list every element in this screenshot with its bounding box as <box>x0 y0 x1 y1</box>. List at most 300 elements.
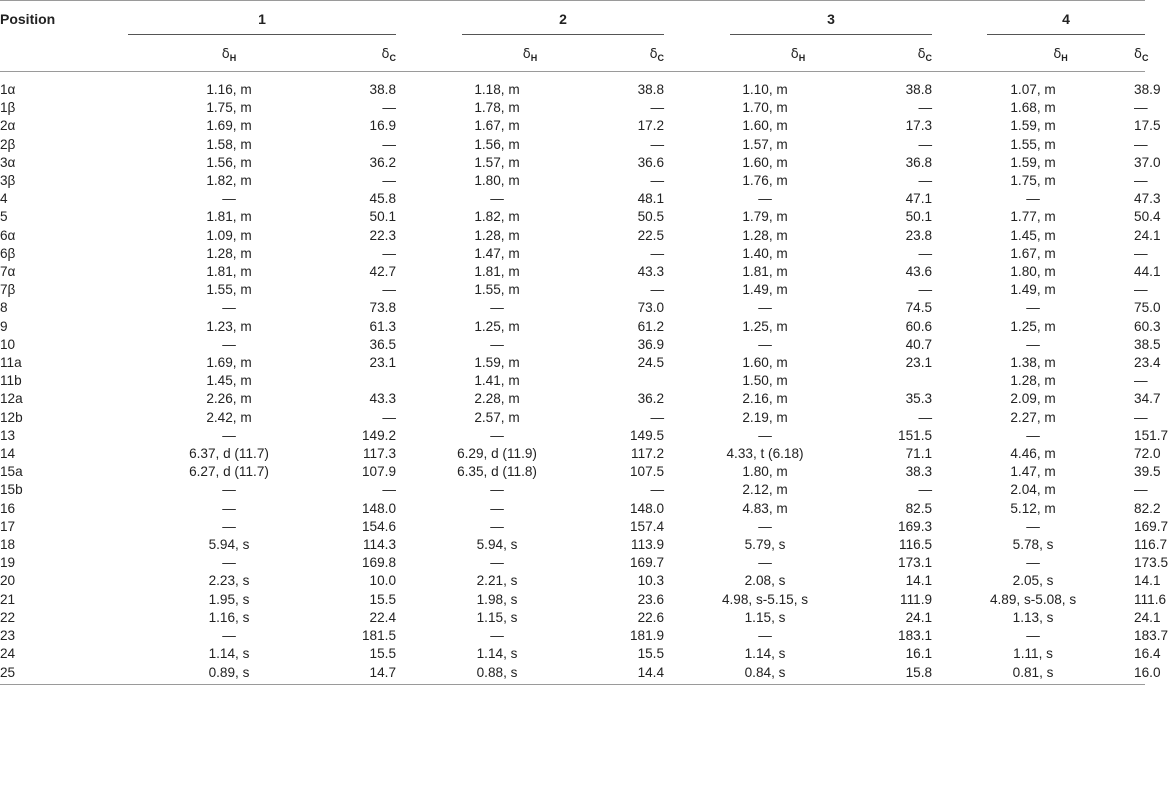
delta-c-cell: 10.0 <box>369 573 397 589</box>
delta-h-cell: 1.55, m <box>206 282 252 298</box>
delta-c-cell: — <box>918 100 933 116</box>
delta-c-cell: 151.5 <box>898 427 933 443</box>
delta-c-cell: 38.3 <box>905 464 933 480</box>
delta-c-cell: — <box>650 245 665 261</box>
delta-h-cell: 1.38, m <box>1010 355 1056 371</box>
delta-c-cell: 36.5 <box>369 336 397 352</box>
delta-c-cell: 40.7 <box>905 336 933 352</box>
table-row <box>0 336 1145 354</box>
delta-c-cell: 151.7 <box>1134 427 1168 443</box>
delta-c-cell: 113.9 <box>631 537 665 553</box>
position-cell: 14 <box>0 446 16 462</box>
delta-c-cell: — <box>650 409 665 425</box>
delta-h-cell: 1.77, m <box>1010 209 1056 225</box>
position-cell: 15b <box>0 482 23 498</box>
delta-c-cell: 148.0 <box>630 500 665 516</box>
delta-h-cell: 1.07, m <box>1010 82 1056 97</box>
position-cell: 23 <box>0 628 16 644</box>
delta-c-cell: 23.6 <box>637 591 665 607</box>
delta-c-cell: — <box>650 482 665 498</box>
delta-h-cell: 1.25, m <box>742 318 788 334</box>
delta-c-cell: 22.6 <box>637 609 665 625</box>
delta-h-cell: — <box>490 300 504 316</box>
delta-c-cell: 17.5 <box>1134 118 1161 134</box>
delta-h-cell: — <box>490 555 504 571</box>
delta-c-cell: 111.6 <box>1134 591 1167 607</box>
position-cell: 3α <box>0 154 16 170</box>
delta-h-cell: — <box>490 336 504 352</box>
delta-c-cell: 107.5 <box>630 464 665 480</box>
delta-c-cell: 15.5 <box>369 591 397 607</box>
delta-c-cell: — <box>1134 100 1148 116</box>
position-cell: 8 <box>0 300 8 316</box>
delta-h-cell: — <box>490 191 504 207</box>
delta-c-cell: 149.5 <box>630 427 665 443</box>
position-cell: 12a <box>0 391 23 407</box>
delta-c-cell: — <box>918 173 933 189</box>
table-row <box>0 609 1145 627</box>
delta-h-cell: — <box>222 518 236 534</box>
delta-h-cell: 1.69, m <box>206 118 252 134</box>
delta-c-cell: 23.1 <box>369 355 397 371</box>
table-row <box>0 518 1145 536</box>
delta-c-cell: 38.8 <box>369 82 397 97</box>
delta-h-cell: 1.80, m <box>1010 264 1056 280</box>
compound-header-1: 1 <box>128 1 396 38</box>
delta-c-cell: 36.8 <box>905 154 933 170</box>
delta-c-cell: 15.5 <box>637 646 665 662</box>
delta-h-cell: 1.15, s <box>476 609 518 625</box>
delta-h-cell: 5.94, s <box>208 537 250 553</box>
delta-h-cell: 2.21, s <box>476 573 518 589</box>
delta-c-cell: 149.2 <box>361 427 397 443</box>
delta-c-cell: 14.7 <box>330 664 396 685</box>
delta-c-cell: 42.7 <box>369 264 397 280</box>
delta-c-cell: — <box>918 282 933 298</box>
delta-h-cell: 1.28, m <box>1010 373 1056 389</box>
delta-c-cell: 173.1 <box>898 555 933 571</box>
delta-c-cell: — <box>382 100 397 116</box>
delta-h-cell: 4.33, t (6.18) <box>726 446 804 462</box>
delta-h-cell: 2.08, s <box>744 573 786 589</box>
delta-c-cell: 14.1 <box>905 573 933 589</box>
delta-h-cell: 2.04, m <box>1010 482 1056 498</box>
delta-c-cell: 154.6 <box>361 518 397 534</box>
table-row <box>0 627 1145 645</box>
delta-h-cell: — <box>758 555 772 571</box>
table-row <box>0 263 1145 281</box>
delta-h-header: $\delta_H$ <box>128 37 330 72</box>
header-row-nuclei <box>0 37 1145 72</box>
delta-c-cell: — <box>650 136 665 152</box>
delta-h-cell: 1.70, m <box>742 100 788 116</box>
delta-h-cell: 5.12, m <box>1010 500 1056 516</box>
table-row <box>0 500 1145 518</box>
delta-h-cell: 4.98, s-5.15, s <box>721 591 809 607</box>
table-row <box>0 299 1145 317</box>
delta-h-cell: — <box>1026 336 1040 352</box>
delta-c-cell: 181.5 <box>361 628 397 644</box>
delta-h-cell: 1.81, m <box>206 264 252 280</box>
delta-c-cell: 44.1 <box>1134 264 1161 280</box>
delta-c-cell: 50.1 <box>369 209 397 225</box>
delta-h-cell: 1.18, m <box>474 82 520 97</box>
delta-c-cell: 23.8 <box>905 227 933 243</box>
table-row <box>0 354 1145 372</box>
table-row <box>0 390 1145 408</box>
position-cell: 5 <box>0 209 8 225</box>
delta-h-cell: — <box>758 300 772 316</box>
delta-h-cell: — <box>222 336 236 352</box>
delta-h-cell: 1.47, m <box>1010 464 1056 480</box>
position-cell: 17 <box>0 518 16 534</box>
position-cell: 12b <box>0 409 23 425</box>
delta-c-cell: 43.6 <box>905 264 933 280</box>
compound-header-3: 3 <box>664 1 932 38</box>
delta-h-cell: 1.67, m <box>474 118 520 134</box>
position-cell: 6α <box>0 227 16 243</box>
delta-h-cell: — <box>1026 628 1040 644</box>
delta-h-cell: — <box>222 500 236 516</box>
delta-c-cell: 61.3 <box>369 318 397 334</box>
delta-h-cell: — <box>758 628 772 644</box>
delta-h-cell: 5.79, s <box>744 537 786 553</box>
delta-h-cell: 6.37, d (11.7) <box>189 446 269 462</box>
delta-c-cell: — <box>1134 373 1148 389</box>
delta-h-cell: 1.80, m <box>742 464 788 480</box>
delta-h-cell: 1.81, m <box>206 209 252 225</box>
delta-h-cell: 1.75, m <box>206 100 252 116</box>
delta-c-cell: — <box>918 482 933 498</box>
delta-h-cell: — <box>1026 300 1040 316</box>
position-cell: 15a <box>0 464 23 480</box>
delta-c-cell: — <box>1134 173 1148 189</box>
delta-c-cell: 73.0 <box>637 300 665 316</box>
delta-h-cell: 2.26, m <box>206 391 252 407</box>
delta-c-cell: 17.3 <box>905 118 933 134</box>
delta-h-cell: 1.49, m <box>742 282 788 298</box>
delta-c-cell: 34.7 <box>1134 391 1161 407</box>
delta-h-cell: 1.69, m <box>206 355 252 371</box>
delta-h-cell: 6.35, d (11.8) <box>457 464 537 480</box>
delta-h-cell: 6.27, d (11.7) <box>189 464 269 480</box>
delta-h-cell: 2.28, m <box>474 391 520 407</box>
delta-h-cell: 1.16, m <box>206 82 252 97</box>
table-row <box>0 591 1145 609</box>
delta-h-cell: 1.14, s <box>208 646 250 662</box>
delta-c-cell: — <box>918 409 933 425</box>
delta-c-cell: 50.5 <box>637 209 665 225</box>
delta-c-cell: 38.8 <box>637 82 665 97</box>
delta-h-cell: 1.57, m <box>474 154 520 170</box>
position-cell: 2α <box>0 118 16 134</box>
delta-h-cell: 1.55, m <box>1010 136 1056 152</box>
delta-c-cell: 148.0 <box>361 500 397 516</box>
delta-h-cell: 1.11, s <box>1013 646 1053 662</box>
delta-c-cell: 16.1 <box>905 646 933 662</box>
delta-h-cell: — <box>222 555 236 571</box>
table-row <box>0 445 1145 463</box>
delta-c-header: $\delta_C$ <box>866 37 932 72</box>
delta-c-cell: 24.1 <box>1134 227 1161 243</box>
delta-h-cell: 6.29, d (11.9) <box>457 446 537 462</box>
delta-c-cell: 169.3 <box>898 518 933 534</box>
position-cell: 21 <box>0 591 16 607</box>
position-cell: 4 <box>0 191 8 207</box>
delta-c-cell: — <box>382 409 397 425</box>
table-row <box>0 117 1145 135</box>
delta-h-cell: 5.94, s <box>476 537 518 553</box>
delta-h-cell: 1.09, m <box>206 227 252 243</box>
delta-c-cell: — <box>382 136 397 152</box>
delta-c-cell: 10.3 <box>637 573 665 589</box>
delta-h-cell: 1.58, m <box>206 136 252 152</box>
delta-c-cell: — <box>1134 409 1148 425</box>
delta-h-cell: 1.81, m <box>742 264 788 280</box>
table-row <box>0 572 1145 590</box>
delta-h-cell: 1.81, m <box>474 264 520 280</box>
delta-h-cell: — <box>758 191 772 207</box>
delta-c-cell: 15.8 <box>866 664 932 685</box>
delta-c-cell: 48.1 <box>637 191 665 207</box>
delta-c-cell <box>866 372 932 390</box>
position-cell: 10 <box>0 336 16 352</box>
position-cell: 22 <box>0 609 16 625</box>
delta-h-cell: 2.19, m <box>742 409 788 425</box>
delta-c-cell: 181.9 <box>630 628 665 644</box>
delta-h-cell: 1.56, m <box>474 136 520 152</box>
delta-c-cell: 39.5 <box>1134 464 1161 480</box>
delta-h-cell: — <box>490 427 504 443</box>
delta-c-cell: 16.9 <box>369 118 397 134</box>
delta-c-cell: 61.2 <box>637 318 665 334</box>
delta-h-cell: 2.16, m <box>742 391 788 407</box>
delta-c-cell: — <box>1134 482 1148 498</box>
delta-h-cell: 1.14, s <box>476 646 518 662</box>
delta-c-cell: 117.2 <box>631 446 665 462</box>
delta-c-cell: 75.0 <box>1134 300 1161 316</box>
delta-c-cell: 22.4 <box>369 609 397 625</box>
position-cell: 11a <box>0 355 22 371</box>
delta-c-cell: 24.1 <box>1134 609 1161 625</box>
table-row <box>0 136 1145 154</box>
delta-h-header: $\delta_H$ <box>932 37 1134 72</box>
delta-c-cell: 43.3 <box>637 264 665 280</box>
position-cell: 7β <box>0 282 16 298</box>
delta-c-cell: 117.3 <box>363 446 397 462</box>
table-row <box>0 427 1145 445</box>
delta-c-cell: 47.1 <box>905 191 933 207</box>
position-cell: 25 <box>0 664 128 685</box>
position-cell: 3β <box>0 173 16 189</box>
delta-h-cell: — <box>1026 191 1040 207</box>
delta-h-cell: 1.79, m <box>742 209 788 225</box>
compound-header-2: 2 <box>396 1 664 38</box>
position-cell: 18 <box>0 537 16 553</box>
delta-c-cell: 82.5 <box>905 500 933 516</box>
delta-h-cell: 1.82, m <box>474 209 520 225</box>
delta-h-cell: 1.67, m <box>1010 245 1056 261</box>
delta-c-cell: 114.3 <box>363 537 397 553</box>
position-subheader-blank <box>0 37 128 72</box>
delta-h-cell: 1.50, m <box>742 373 788 389</box>
delta-c-cell: — <box>918 136 933 152</box>
delta-h-cell: 1.23, m <box>206 318 252 334</box>
delta-h-cell: 1.13, s <box>1012 609 1054 625</box>
delta-h-cell: 1.47, m <box>474 245 520 261</box>
delta-c-cell: — <box>382 482 397 498</box>
delta-c-cell: 38.5 <box>1134 336 1161 352</box>
table-body <box>0 72 1168 685</box>
delta-h-cell: 1.40, m <box>742 245 788 261</box>
delta-h-cell: 1.49, m <box>1010 282 1056 298</box>
delta-h-cell: 1.59, m <box>474 355 520 371</box>
table-row <box>0 536 1145 554</box>
delta-h-cell: 1.14, s <box>744 646 786 662</box>
delta-c-header: $\delta_C$ <box>598 37 664 72</box>
compound-header-4: 4 <box>932 1 1145 38</box>
delta-h-cell: 2.12, m <box>742 482 788 498</box>
delta-h-cell: 4.83, m <box>742 500 788 516</box>
table-row <box>0 208 1145 226</box>
delta-h-cell: — <box>1026 518 1040 534</box>
delta-h-header: $\delta_H$ <box>664 37 866 72</box>
delta-c-cell: 16.4 <box>1134 646 1161 662</box>
delta-h-cell: 1.41, m <box>474 373 520 389</box>
delta-c-cell: 116.5 <box>899 537 933 553</box>
delta-h-cell: 1.55, m <box>474 282 520 298</box>
delta-c-cell <box>598 372 664 390</box>
delta-c-cell: — <box>1134 136 1148 152</box>
delta-c-cell: 157.4 <box>630 518 665 534</box>
delta-h-cell: 1.80, m <box>474 173 520 189</box>
delta-c-cell: — <box>1134 282 1148 298</box>
delta-c-cell: 22.3 <box>369 227 397 243</box>
delta-h-cell: 0.81, s <box>932 664 1134 685</box>
delta-h-cell: 1.56, m <box>206 154 252 170</box>
delta-c-cell: — <box>650 282 665 298</box>
delta-h-cell: — <box>758 336 772 352</box>
table-row <box>0 318 1145 336</box>
delta-h-cell: — <box>222 191 236 207</box>
delta-c-cell: — <box>382 173 397 189</box>
delta-h-cell: 1.98, s <box>476 591 518 607</box>
delta-c-cell: — <box>918 245 933 261</box>
delta-c-cell: 36.9 <box>637 336 665 352</box>
delta-h-cell: 1.60, m <box>742 118 788 134</box>
delta-c-cell: 183.7 <box>1134 628 1168 644</box>
delta-h-cell: — <box>490 518 504 534</box>
table-row <box>0 645 1145 663</box>
delta-c-cell: 74.5 <box>905 300 933 316</box>
delta-c-cell: — <box>650 100 665 116</box>
position-cell: 1α <box>0 82 16 97</box>
delta-c-cell: 82.2 <box>1134 500 1161 516</box>
delta-h-cell: 2.23, s <box>208 573 250 589</box>
position-cell: 19 <box>0 555 16 571</box>
delta-h-cell: 1.95, s <box>208 591 250 607</box>
position-cell: 24 <box>0 646 16 662</box>
delta-c-cell: 47.3 <box>1134 191 1161 207</box>
delta-c-cell: 14.4 <box>598 664 664 685</box>
delta-c-cell: 50.1 <box>905 209 933 225</box>
delta-h-cell: — <box>490 482 504 498</box>
delta-c-cell: 111.9 <box>900 591 933 607</box>
delta-c-cell: 72.0 <box>1134 446 1161 462</box>
delta-c-cell: — <box>382 282 397 298</box>
delta-c-cell: 50.4 <box>1134 209 1161 225</box>
delta-c-cell: 38.8 <box>905 82 933 97</box>
delta-c-cell: 14.1 <box>1134 573 1161 589</box>
delta-h-cell: — <box>222 628 236 644</box>
delta-h-cell: 5.78, s <box>1012 537 1054 553</box>
table-row <box>0 154 1145 172</box>
delta-h-cell: 2.05, s <box>1012 573 1054 589</box>
position-cell: 6β <box>0 245 16 261</box>
delta-c-header: $\delta_C$ <box>330 37 396 72</box>
delta-h-cell: 0.89, s <box>128 664 330 685</box>
position-cell: 20 <box>0 573 16 589</box>
delta-c-cell: 36.6 <box>637 154 665 170</box>
delta-c-cell: 169.7 <box>1134 518 1168 534</box>
delta-h-cell: 2.42, m <box>206 409 252 425</box>
delta-h-cell: 2.57, m <box>474 409 520 425</box>
delta-h-cell: 1.16, s <box>208 609 250 625</box>
delta-c-cell: — <box>1134 245 1148 261</box>
delta-h-cell: — <box>758 427 772 443</box>
delta-h-cell: 1.78, m <box>474 100 520 116</box>
delta-h-cell: 4.89, s-5.08, s <box>989 591 1077 607</box>
delta-h-cell: 1.45, m <box>206 373 252 389</box>
table-row <box>0 372 1145 390</box>
table-row <box>0 281 1145 299</box>
delta-h-cell: — <box>222 300 236 316</box>
delta-c-cell: 36.2 <box>637 391 665 407</box>
delta-h-cell: — <box>490 500 504 516</box>
delta-c-cell: — <box>382 245 397 261</box>
position-cell: 11b <box>0 373 22 389</box>
delta-h-cell: 1.15, s <box>744 609 786 625</box>
delta-c-cell: 60.6 <box>905 318 933 334</box>
delta-h-cell: 4.46, m <box>1010 446 1056 462</box>
delta-h-cell: 1.57, m <box>742 136 788 152</box>
delta-h-cell: 1.45, m <box>1010 227 1056 243</box>
delta-h-cell: — <box>1026 427 1040 443</box>
delta-c-cell: 23.1 <box>905 355 933 371</box>
table-row <box>0 72 1145 100</box>
delta-c-cell: 36.2 <box>369 154 397 170</box>
delta-c-cell: 60.3 <box>1134 318 1161 334</box>
position-cell: 16 <box>0 500 16 516</box>
delta-h-cell: 1.76, m <box>742 173 788 189</box>
position-cell: 1β <box>0 100 16 116</box>
delta-h-cell: 1.10, m <box>742 82 788 97</box>
delta-c-cell: 73.8 <box>369 300 397 316</box>
delta-c-cell: 22.5 <box>637 227 665 243</box>
delta-h-cell: 0.84, s <box>664 664 866 685</box>
delta-c-cell <box>330 372 396 390</box>
delta-h-cell: — <box>222 427 236 443</box>
delta-c-cell: 35.3 <box>905 391 933 407</box>
delta-c-cell: 23.4 <box>1134 355 1161 371</box>
table-row <box>0 554 1145 572</box>
position-cell: 9 <box>0 318 8 334</box>
delta-h-cell: — <box>758 518 772 534</box>
delta-c-cell: 17.2 <box>637 118 665 134</box>
delta-h-cell: 1.25, m <box>1010 318 1056 334</box>
delta-c-cell: 16.0 <box>1134 664 1145 685</box>
delta-h-cell: 1.25, m <box>474 318 520 334</box>
